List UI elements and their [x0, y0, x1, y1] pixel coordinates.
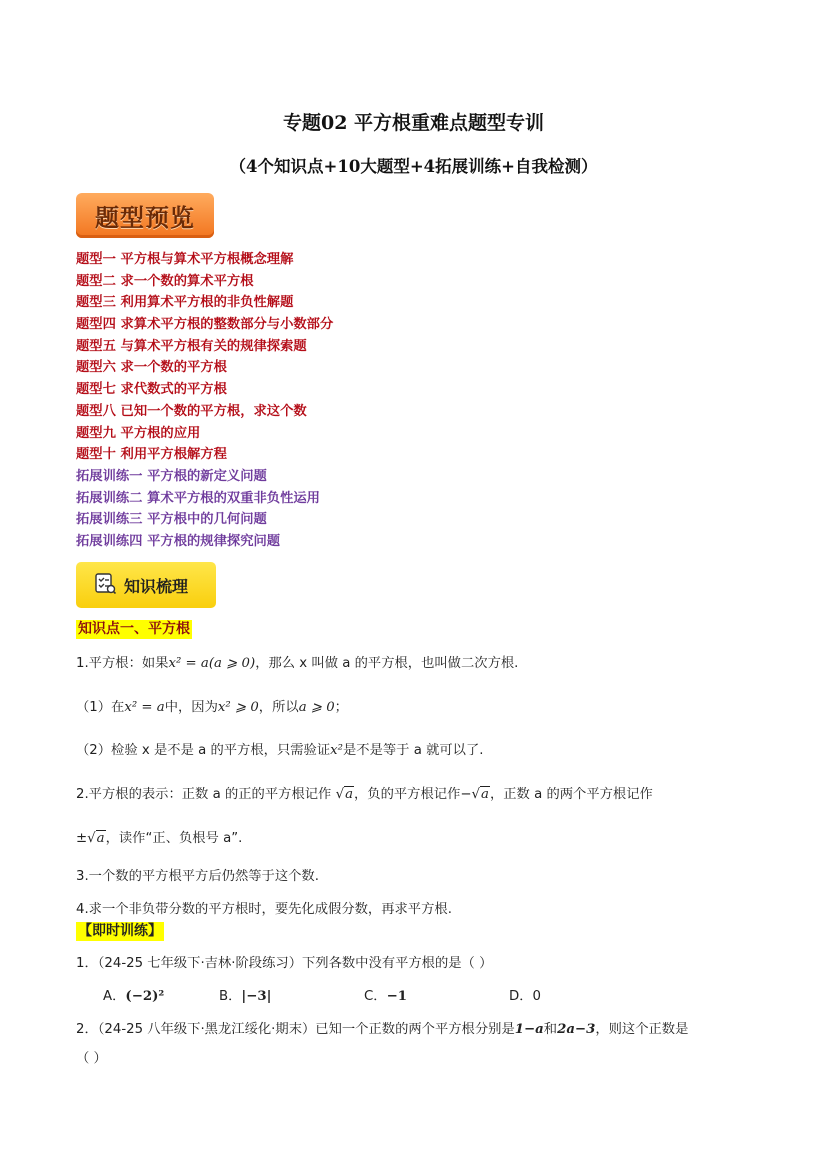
- q1-option-a: A．(−2)²: [103, 989, 165, 1004]
- topic-item: 题型六 求一个数的平方根: [76, 360, 227, 376]
- topic-item: 拓展训练四 平方根的规律探究问题: [76, 533, 281, 549]
- paragraph-2: （1）在x² = a中，因为x² ⩾ 0，所以a ⩾ 0；: [76, 700, 348, 715]
- topic-item: 题型四 求算术平方根的整数部分与小数部分: [76, 317, 334, 333]
- preview-banner-label: 题型预览: [95, 203, 195, 232]
- knowledge-banner: [76, 562, 216, 608]
- page-subtitle: （4个知识点+10大题型+4拓展训练+自我检测）: [229, 157, 598, 176]
- paragraph-7: 4.求一个非负带分数的平方根时，要先化成假分数，再求平方根.: [76, 902, 452, 917]
- sqrt-a-expression: √a: [335, 787, 353, 802]
- paragraph-4: 2.平方根的表示：正数 a 的正的平方根记作 √a，负的平方根记作−√a，正数 a 的两个平方根记作: [76, 787, 653, 802]
- checklist-icon: [94, 572, 116, 598]
- preview-banner: [76, 193, 214, 238]
- neg-sqrt-a-expression: √a: [471, 787, 489, 802]
- paragraph-5: ±√a，读作“正、负根号 a”.: [76, 831, 243, 846]
- topic-item: 题型一 平方根与算术平方根概念理解: [76, 252, 294, 267]
- topic-item: 题型九 平方根的应用: [76, 425, 201, 441]
- paragraph-6: 3.一个数的平方根平方后仍然等于这个数.: [76, 869, 319, 884]
- topic-item: 拓展训练三 平方根中的几何问题: [76, 512, 267, 528]
- topic-item: 题型三 利用算术平方根的非负性解题: [76, 295, 294, 311]
- page-title: 专题02 平方根重难点题型专训: [282, 112, 545, 134]
- topic-item: 拓展训练二 算术平方根的双重非负性运用: [76, 490, 320, 506]
- topic-list: [76, 249, 333, 553]
- topic-item: 题型十 利用平方根解方程: [76, 447, 227, 463]
- knowledge-point-title: 知识点一、平方根: [78, 621, 190, 637]
- knowledge-banner-label: 知识梳理: [124, 576, 189, 596]
- pm-sqrt-a-expression: √a: [87, 831, 105, 846]
- q1-option-d: D．0: [509, 989, 542, 1004]
- topic-item: 题型五 与算术平方根有关的规律探索题: [76, 338, 307, 354]
- topic-item: 拓展训练一 平方根的新定义问题: [76, 468, 267, 484]
- question-2: 2．（24-25 八年级下·黑龙江绥化·期末）已知一个正数的两个平方根分别是1−a和2a−3，则这个正数是: [76, 1022, 689, 1037]
- question-1: 1．（24-25 七年级下·吉林·阶段练习）下列各数中没有平方根的是（ ）: [76, 956, 493, 971]
- topic-item: 题型二 求一个数的算术平方根: [76, 273, 254, 289]
- paragraph-1: 1.平方根：如果x² = a(a ⩾ 0)，那么 x 叫做 a 的平方根，也叫做二次方根.: [76, 656, 519, 671]
- q1-option-c: C．−1: [364, 989, 407, 1004]
- topic-item: 题型七 求代数式的平方根: [76, 382, 227, 398]
- exercise-heading: 【即时训练】: [78, 923, 162, 939]
- question-2-answer-paren: （ ）: [76, 1051, 107, 1066]
- topic-item: 题型八 已知一个数的平方根，求这个数: [76, 403, 307, 419]
- paragraph-3: （2）检验 x 是不是 a 的平方根，只需验证x²是不是等于 a 就可以了.: [76, 743, 484, 758]
- q1-option-b: B．|−3|: [219, 989, 272, 1004]
